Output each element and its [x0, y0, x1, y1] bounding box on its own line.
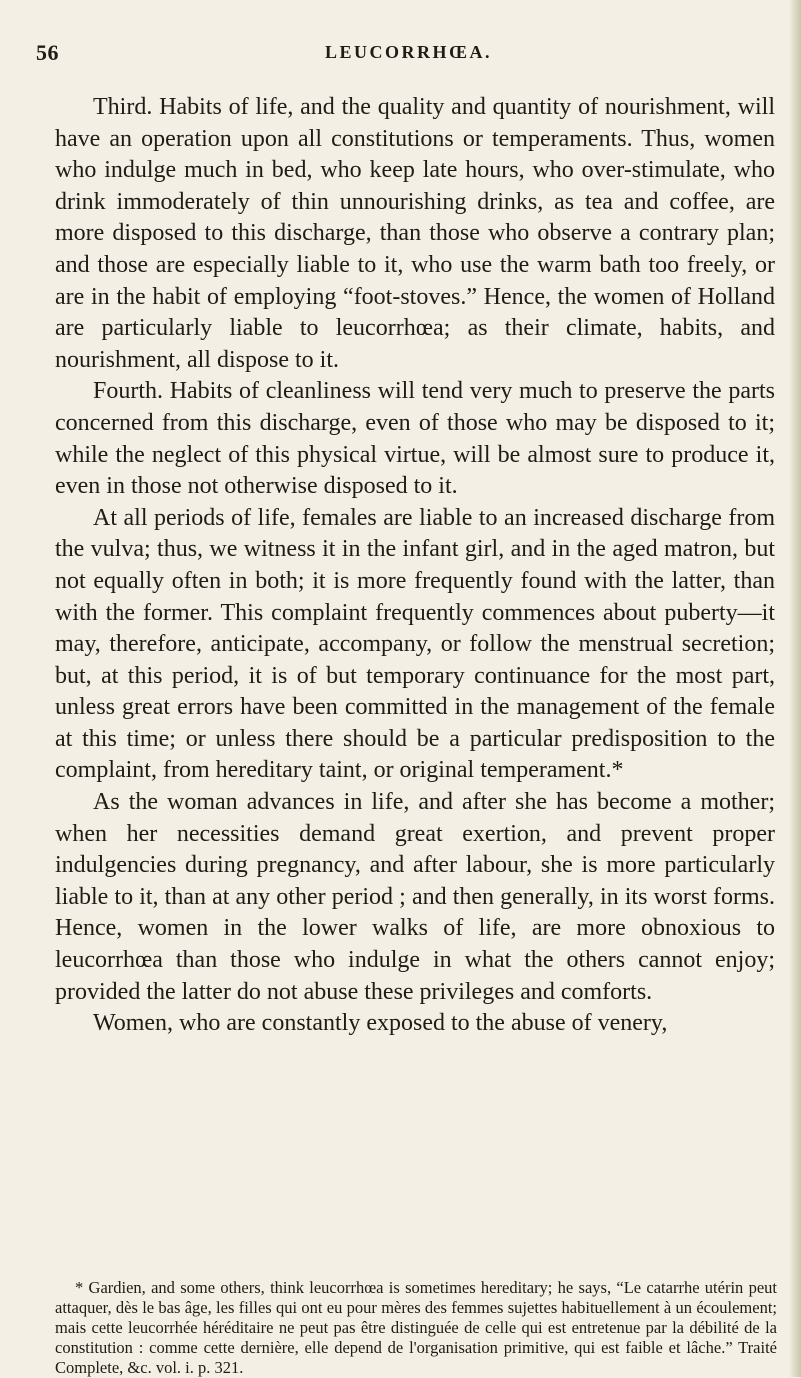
paragraph-fourth-cleanliness: Fourth. Habits of cleanliness will tend very much to preserve the parts concerned from this discharge, even of those who may be disposed to it; while the neglect of this physical virtue, will be almost sure to produce it, even in those not otherwise disposed to it. [55, 378, 775, 500]
paragraph-periods-of-life: At all periods of life, females are liable to an increased discharge from the vulva; thus, we witness it in the infant girl, and in the aged matron, but not equally often in both; it is more frequently found with the latter, than with the former. This complaint frequently commences about puberty—it may, therefore, anticipate, accompany, or follow the menstrual secretion; but, at this period, it is of but temporary continuance for the most part, unless great errors have been committed in the management of the female at this time; or unless there should be a particular predisposition to the complaint, from hereditary taint, or original temperament.* [55, 504, 775, 784]
footnote-text: * Gardien, and some others, think leucorrhœa is sometimes hereditary; he says, “Le catarrhe utérin peut attaquer, dès le bas âge, les filles qui ont eu pour mères des femmes sujettes habituellement à un écoulement; mais cette leucorrhée héréditaire ne peut pas être distinguée de celle qui est entretenue par la débilité de la constitution : comme cette dernière, elle depend de l'organisation primitive, qui est faible et lâche.” Traité Complete, &c. vol. i. p. 321. [55, 1278, 777, 1377]
body-text [55, 92, 775, 1040]
page-header [36, 40, 781, 70]
paragraph-advances-in-life: As the woman advances in life, and after she has become a mother; when her necessities demand great exertion, and prevent proper indulgencies during pregnancy, and after labour, she is more particularly liable to it, than at any other period ; and then generally, in its worst forms. Hence, women in the lower walks of life, are more obnoxious to leucorrhœa than those who indulge in what the others cannot enjoy; provided the latter do not abuse these privileges and comforts. [55, 789, 775, 1005]
paragraph-third-habits: Third. Habits of life, and the quality and quantity of nourishment, will have an operation upon all constitutions or temperaments. Thus, women who indulge much in bed, who keep late hours, who over-stimulate, who drink immoderately of thin unnourishing drinks, as tea and coffee, are more disposed to this discharge, than those who observe a contrary plan; and those are especially liable to it, who use the warm bath too freely, or are in the habit of employing “foot-stoves.” Hence, the women of Holland are particularly liable to leucorrhœa; as their climate, habits, and nourishment, all dispose to it. [55, 94, 775, 373]
paragraph-venery: Women, who are constantly exposed to the abuse of venery, [93, 1010, 668, 1037]
footnote [55, 1278, 777, 1378]
page-edge-shadow [789, 0, 801, 1377]
running-title: LEUCORRHŒA. [324, 42, 492, 62]
page-number: 56 [36, 40, 59, 65]
